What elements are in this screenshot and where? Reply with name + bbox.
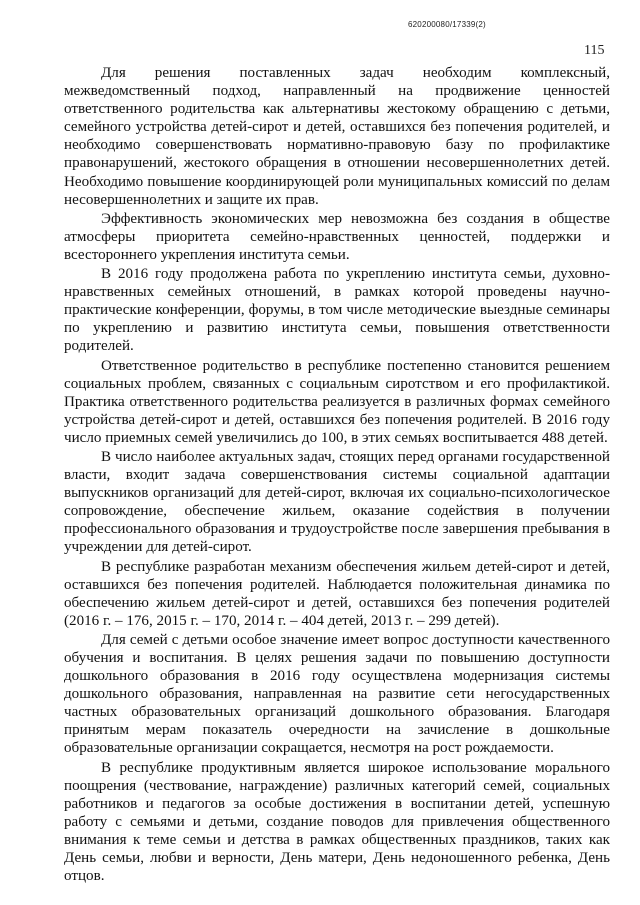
- page-body: [64, 64, 610, 885]
- paragraph-2: Эффективность экономических мер невозможна без создания в обществе атмосферы приоритета семейно-нравственных ценностей, поддержки и всестороннего укрепления института семьи.: [64, 210, 610, 263]
- paragraph-6: В республике разработан механизм обеспечения жильем детей-сирот и детей, оставшихся без попечения родителей. Наблюдается положительная динамика по обеспечению жильем детей-сирот и детей, оставшихся без попечения родителей (2016 г. – 176, 2015 г. – 170, 2014 г. – 404 детей, 2013 г. – 299 детей).: [64, 558, 610, 629]
- paragraph-4: Ответственное родительство в республике постепенно становится решением социальных проблем, связанных с социальным сиротством и его профилактикой. Практика ответственного родительства реализуется в различных формах семейного устройства детей-сирот и детей, оставшихся без попечения родителей. В 2016 году число приемных семей увеличились до 100, в этих семьях воспитывается 488 детей.: [64, 357, 610, 446]
- paragraph-5: В число наиболее актуальных задач, стоящих перед органами государственной власти, входит задача совершенствования системы социальной адаптации выпускников организаций для детей-сирот, включая их социально-психологическое сопровождение, обеспечение жильем, оказание содействия в получении профессионального образования и трудоустройстве после завершения пребывания в учреждении для детей-сирот.: [64, 448, 610, 556]
- paragraph-8: В республике продуктивным является широкое использование морального поощрения (чествование, награждение) различных категорий семей, социальных работников и педагогов за особые достижения в воспитании детей, успешную работу с семьями и детьми, создание поводов для привлечения общественного внимания к теме семьи и детства в рамках общественных праздников, таких как День семьи, любви и верности, День матери, День недоношенного ребенка, День отцов.: [64, 759, 610, 885]
- paragraph-1: Для решения поставленных задач необходим комплексный, межведомственный подход, направленный на продвижение ценностей ответственного родительства как альтернативы жестокому обращению с детьми, семейного устройства детей-сирот и детей, оставшихся без попечения родителей, и необходимо совершенствовать нормативно-правовую базу по профилактике правонарушений, жестокого обращения в отношении несовершеннолетних детей. Необходимо повышение координирующей роли муниципальных комиссий по делам несовершеннолетних и защите их прав.: [64, 65, 610, 208]
- paragraph-7: Для семей с детьми особое значение имеет вопрос доступности качественного обучения и воспитания. В целях решения задачи по повышению доступности дошкольного образования в 2016 году осуществлена модернизация системы дошкольного образования, направленная на развитие сети негосударственных частных образовательных организаций дошкольного образования. Благодаря принятым мерам показатель очередности на зачисление в дошкольные образовательные организации сокращается, несмотря на рост рождаемости.: [64, 631, 610, 757]
- page-number: 115: [584, 43, 605, 58]
- paragraph-3: В 2016 году продолжена работа по укреплению института семьи, духовно-нравственных семейных отношений, в рамках которой проведены научно-практические конференции, форумы, в том числе методические выездные семинары по укреплению и развитию института семьи, повышения ответственности родителей.: [64, 266, 610, 355]
- document-id: 620200080/17339(2): [408, 20, 486, 29]
